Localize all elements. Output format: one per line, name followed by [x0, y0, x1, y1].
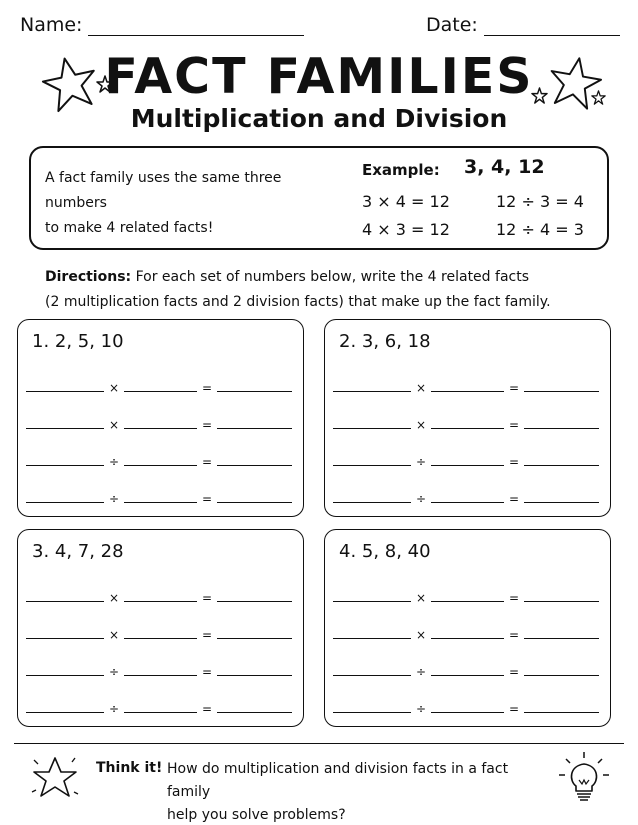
answer-blank[interactable]	[124, 675, 197, 676]
problem-box-4	[324, 529, 611, 727]
answer-blank[interactable]	[124, 391, 197, 392]
answer-blank[interactable]	[26, 601, 104, 602]
lightbulb-icon	[556, 750, 612, 806]
answer-blank[interactable]	[524, 601, 599, 602]
fact-row	[26, 483, 296, 506]
operator: ÷	[415, 492, 427, 506]
answer-blank[interactable]	[217, 502, 292, 503]
answer-blank[interactable]	[524, 712, 599, 713]
answer-blank[interactable]	[431, 391, 504, 392]
operator: ×	[415, 591, 427, 605]
equals-sign: =	[201, 455, 213, 469]
equals-sign: =	[508, 665, 520, 679]
star-icon	[28, 752, 82, 804]
answer-blank[interactable]	[431, 502, 504, 503]
problem-title: 3. 4, 7, 28	[32, 541, 124, 562]
directions	[45, 265, 605, 315]
answer-blank[interactable]	[217, 638, 292, 639]
equals-sign: =	[508, 628, 520, 642]
directions-text: For each set of numbers below, write the 4 related facts	[131, 269, 529, 285]
answer-blank[interactable]	[431, 465, 504, 466]
answer-blank[interactable]	[431, 638, 504, 639]
operator: ÷	[108, 665, 120, 679]
problem-title: 2. 3, 6, 18	[339, 331, 431, 352]
equals-sign: =	[508, 492, 520, 506]
operator: ÷	[415, 665, 427, 679]
answer-blank[interactable]	[524, 502, 599, 503]
fact-row	[26, 409, 296, 432]
answer-blank[interactable]	[217, 601, 292, 602]
answer-blank[interactable]	[26, 712, 104, 713]
answer-blank[interactable]	[333, 712, 411, 713]
answer-blank[interactable]	[217, 465, 292, 466]
equals-sign: =	[201, 665, 213, 679]
example-label: Example:	[362, 161, 440, 179]
answer-blank[interactable]	[124, 712, 197, 713]
answer-blank[interactable]	[26, 465, 104, 466]
example-fact: 12 ÷ 3 = 4	[496, 192, 584, 211]
fact-row	[26, 693, 296, 716]
answer-blank[interactable]	[217, 391, 292, 392]
operator: ×	[108, 418, 120, 432]
think-line: How do multiplication and division facts in a fact family	[167, 761, 509, 800]
problem-title: 1. 2, 5, 10	[32, 331, 124, 352]
answer-blank[interactable]	[333, 428, 411, 429]
name-field[interactable]	[20, 14, 304, 36]
fact-row	[333, 582, 603, 605]
answer-blank[interactable]	[124, 502, 197, 503]
fact-row	[26, 582, 296, 605]
answer-blank[interactable]	[333, 638, 411, 639]
operator: ×	[415, 381, 427, 395]
answer-blank[interactable]	[26, 391, 104, 392]
example-fact: 4 × 3 = 12	[362, 220, 450, 239]
date-label: Date:	[426, 14, 478, 36]
operator: ÷	[415, 702, 427, 716]
answer-blank[interactable]	[431, 675, 504, 676]
fact-row	[26, 619, 296, 642]
fact-row	[26, 656, 296, 679]
example-fact: 3 × 4 = 12	[362, 192, 450, 211]
answer-blank[interactable]	[26, 428, 104, 429]
operator: ÷	[415, 455, 427, 469]
answer-blank[interactable]	[26, 675, 104, 676]
operator: ×	[108, 381, 120, 395]
example-intro	[45, 166, 345, 241]
equals-sign: =	[508, 455, 520, 469]
intro-line: to make 4 related facts!	[45, 220, 214, 236]
equals-sign: =	[201, 418, 213, 432]
operator: ×	[108, 628, 120, 642]
answer-blank[interactable]	[333, 675, 411, 676]
name-label: Name:	[20, 14, 83, 36]
equals-sign: =	[201, 591, 213, 605]
example-box	[29, 146, 609, 250]
date-blank-line[interactable]	[484, 16, 620, 36]
think-it-label: Think it!	[96, 760, 163, 776]
operator: ×	[415, 628, 427, 642]
answer-blank[interactable]	[124, 638, 197, 639]
problem-box-1	[17, 319, 304, 517]
example-numbers: 3, 4, 12	[464, 156, 545, 178]
equals-sign: =	[508, 418, 520, 432]
problem-box-2	[324, 319, 611, 517]
fact-row	[26, 372, 296, 395]
answer-blank[interactable]	[124, 465, 197, 466]
fact-row	[333, 372, 603, 395]
operator: ÷	[108, 702, 120, 716]
answer-blank[interactable]	[431, 601, 504, 602]
fact-row	[333, 693, 603, 716]
equals-sign: =	[508, 381, 520, 395]
answer-blank[interactable]	[333, 601, 411, 602]
fact-row	[333, 656, 603, 679]
answer-blank[interactable]	[217, 428, 292, 429]
name-blank-line[interactable]	[88, 16, 304, 36]
equals-sign: =	[201, 702, 213, 716]
equals-sign: =	[201, 492, 213, 506]
answer-blank[interactable]	[431, 712, 504, 713]
equals-sign: =	[508, 702, 520, 716]
intro-line: A fact family uses the same three numbers	[45, 170, 282, 211]
answer-blank[interactable]	[333, 465, 411, 466]
footer-divider	[14, 743, 624, 744]
equals-sign: =	[201, 628, 213, 642]
problem-box-3	[17, 529, 304, 727]
operator: ×	[108, 591, 120, 605]
answer-blank[interactable]	[217, 675, 292, 676]
fact-row	[333, 483, 603, 506]
answer-blank[interactable]	[524, 638, 599, 639]
equals-sign: =	[201, 381, 213, 395]
problem-title: 4. 5, 8, 40	[339, 541, 431, 562]
fact-row	[333, 619, 603, 642]
answer-blank[interactable]	[124, 601, 197, 602]
page-subtitle: Multiplication and Division	[130, 104, 508, 133]
answer-blank[interactable]	[524, 428, 599, 429]
answer-blank[interactable]	[217, 712, 292, 713]
think-it-prompt	[167, 758, 547, 825]
fact-row	[333, 409, 603, 432]
answer-blank[interactable]	[524, 391, 599, 392]
answer-blank[interactable]	[124, 428, 197, 429]
answer-blank[interactable]	[333, 502, 411, 503]
example-fact: 12 ÷ 4 = 3	[496, 220, 584, 239]
date-field[interactable]	[426, 14, 620, 36]
answer-blank[interactable]	[26, 502, 104, 503]
directions-text: (2 multiplication facts and 2 division facts) that make up the fact family.	[45, 294, 551, 310]
equals-sign: =	[508, 591, 520, 605]
answer-blank[interactable]	[524, 465, 599, 466]
answer-blank[interactable]	[333, 391, 411, 392]
think-line: help you solve problems?	[167, 807, 346, 823]
operator: ÷	[108, 455, 120, 469]
answer-blank[interactable]	[431, 428, 504, 429]
directions-label: Directions:	[45, 269, 132, 285]
fact-row	[26, 446, 296, 469]
page-title: FACT FAMILIES	[104, 48, 534, 105]
answer-blank[interactable]	[524, 675, 599, 676]
answer-blank[interactable]	[26, 638, 104, 639]
operator: ×	[415, 418, 427, 432]
operator: ÷	[108, 492, 120, 506]
fact-row	[333, 446, 603, 469]
